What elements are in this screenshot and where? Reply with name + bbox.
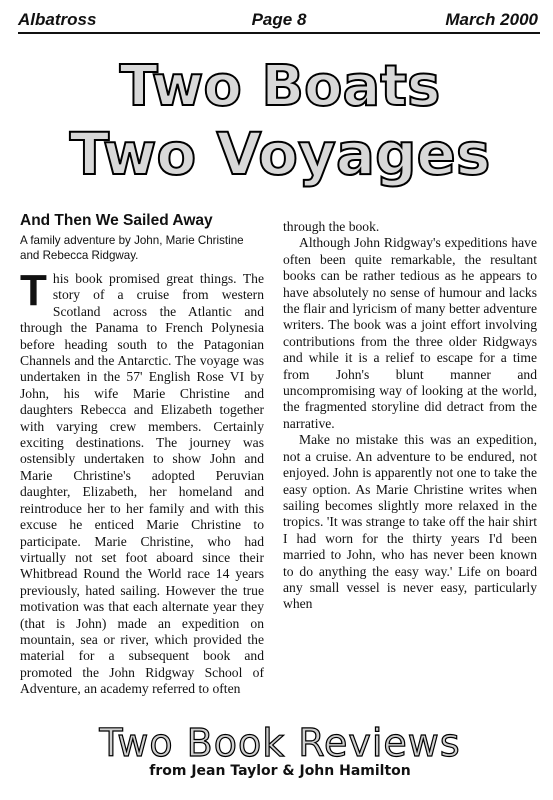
paragraph-1-continued: through the book. — [283, 219, 380, 234]
article-title: And Then We Sailed Away — [20, 212, 213, 229]
newsletter-name: Albatross — [18, 10, 97, 29]
article-paragraph-3: Make no mistake this was an expedition, not a cruise. An adventure to be endured, not enjoyed. John is apparently not one to take the easy option. As Marie Christine writes when sailing becomes slightly more relaxed in the tropics. 'It was strange to take off the hair shirt I had worn for the thirty years I'd been married to John, who has never been known to do anything the easy way.' Life on board any small vessel is never easy, particularly when — [283, 432, 537, 612]
article-subtitle: A family adventure by John, Marie Christine and Rebecca Ridgway. — [20, 234, 244, 262]
header-rule — [18, 32, 540, 34]
paragraph-1-text: his book promised great things. The story of a cruise from western Scotland across the Atlantic and through the Panama to French Polynesia before heading south to the Patagonian Channels and the Antarctic. The voyage was undertaken in the 57' English Rose VI by John, his wife Marie Christine and daughters Rebecca and Elizabeth together with varying crew members. Certainly exciting destinations. The journey was ostensibly undertaken to show John and Marie Christine's adopted Peruvian daughter, Elizabeth, her homeland and reintroduce her to her family and with this excuse he enticed Marie Christine to participate. Marie Christine, who had virtually not set foot aboard since their Whitbread Round the World race 14 years previously, hated sailing. However the true motivation was that each alternate year they (that is John) made an expedition on mountain, sea or river, which provided the material for a subsequent book and promoted the John Ridgway School of Adventure, an academy referred to often — [20, 271, 264, 697]
page-number: Page 8 — [251, 10, 307, 29]
drop-cap: T — [20, 266, 47, 315]
article-paragraph-2: Although John Ridgway's expeditions have often been quite remarkable, the resultant books can be rather tedious as he appears to have absolutely no sense of humour and lacks the flair and lyricism of many better adventure writers. The book was a joint effort involving contributions from the three older Ridgways and while it is a relief to escape for a time from John's blunt manner and uncompromising way of looking at the world, the fragmented storyline did detract from the narrative. — [283, 235, 537, 431]
issue-date: March 2000 — [445, 10, 538, 29]
article-column-left — [20, 212, 264, 698]
footer-authors: from Jean Taylor & John Hamilton — [149, 763, 411, 779]
article-paragraph-1 — [20, 266, 264, 698]
article-column-right — [283, 219, 537, 613]
page-header — [18, 6, 540, 34]
banner-title-line-2: Two Voyages — [69, 120, 491, 188]
footer-title: Two Book Reviews — [99, 721, 461, 765]
banner-title-line-1: Two Boats — [119, 54, 441, 119]
